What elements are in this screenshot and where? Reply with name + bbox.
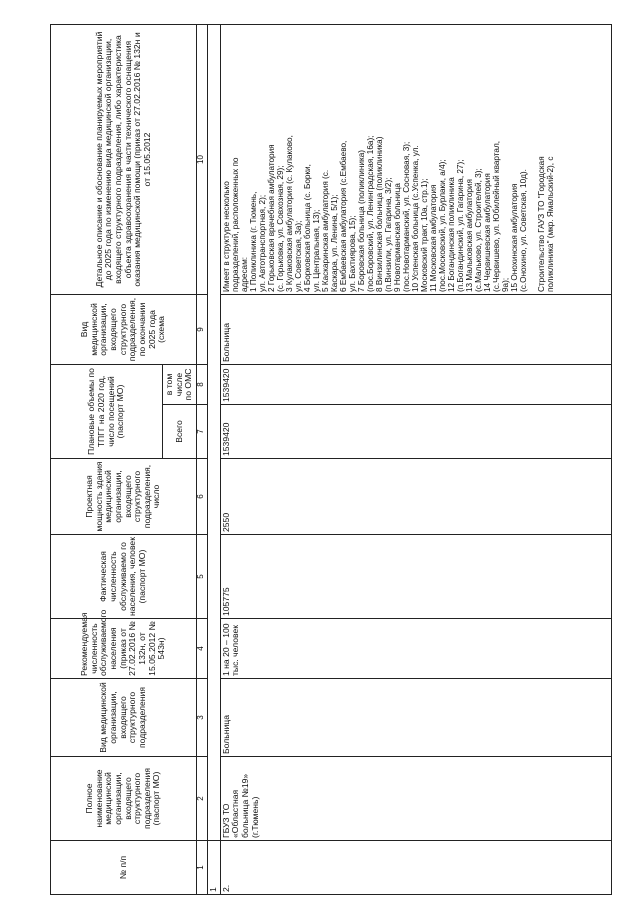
col-number: 3	[197, 679, 208, 757]
row-oms: 1539420	[220, 365, 611, 405]
description-line: подразделений, расположенных по	[230, 157, 240, 292]
header-total: Всего	[163, 405, 197, 459]
medical-organizations-table	[50, 24, 612, 895]
description-line: (пос.Новотарманский, ул. Сосновая, 3);	[401, 141, 411, 292]
col-number: 5	[197, 535, 208, 619]
description-line: адресам:	[239, 257, 249, 292]
description-line: (п.Винзили, ул. Гагарина, 3/2);	[383, 177, 393, 292]
header-oms: в том числе по ОМС	[163, 365, 197, 405]
description-line: 11 Московская амбулатория	[428, 184, 438, 292]
description-line: 3 Кулаковская амбулатория (с. Кулаково,	[284, 135, 294, 292]
col-number: 2	[197, 757, 208, 841]
description-line: (пос.Московский, ул. Бурлаки, а/4);	[438, 159, 447, 292]
row-num: 2.	[220, 841, 611, 895]
description-line: 14 Червишевская амбулатория	[483, 173, 493, 292]
description-line: 1 Поликлиника (г. Тюмень,	[248, 191, 258, 292]
description-line: ул. Советская, 3а);	[293, 220, 303, 292]
row-capacity: 2550	[220, 459, 611, 535]
header-row	[51, 25, 163, 895]
description-line: Каскара, ул. Ленина, 5/1);	[329, 194, 339, 292]
description-line: ул. Автотранспортная, 2);	[257, 194, 267, 292]
description-line: 2 Горьковская врачебная амбулатория	[266, 144, 276, 292]
header-name: Полное наименование медицинской организации, входящего структурного подразделения (паспорт МО)	[51, 757, 197, 841]
description-line: 13 Мальковская амбулатория	[465, 179, 475, 292]
header-type: Вид медицинской организации, входящего структурного подразделения	[51, 679, 197, 757]
header-type-2025: Вид медицинской организации, входящего структурного подразделения, по окончании 2025 года (схема	[51, 295, 197, 365]
description-line: 8 Винзилинская больница (поликлиника)	[374, 136, 384, 292]
description-line: 6 Ембаевская амбулатория (с.Ембаево,	[338, 140, 348, 292]
section-empty	[208, 25, 221, 841]
col-number: 1	[197, 841, 208, 895]
description-line: 10 Успенская больница (с.Успенка, ул.	[410, 145, 420, 292]
description-line: Имеет в структуре несколько	[221, 181, 231, 292]
col-number: 4	[197, 619, 208, 679]
header-planned-volumes: Плановые объемы по ТПГГ на 2020 год, число посещений (паспорт МО)	[51, 365, 163, 459]
description-line: 9 Новотарманская больница	[392, 183, 402, 292]
description-line: Московский тракт, 10а, стр.1);	[419, 178, 429, 292]
description-line: (пос.Боровский, ул. Ленинградская, 16а);	[365, 135, 375, 292]
col-number: 9	[197, 295, 208, 365]
description-line: Строительство ГАУЗ ТО "Городская	[537, 156, 547, 292]
header-recommended: Рекомендуемая численность обслуживаемого населения (приказ от 27.02.2016 № 132н, от 15.05.2012 № 543н)	[51, 619, 197, 679]
col-number: 6	[197, 459, 208, 535]
description-line: 4 Борковская больница (с. Борки,	[302, 164, 312, 292]
description-line	[528, 27, 537, 292]
header-num: № п/п	[51, 841, 197, 895]
section-num: 1	[208, 841, 221, 895]
description-line: 9а);	[501, 277, 511, 292]
description-line: 12 Богандинская поликлиника	[447, 177, 457, 292]
col-number: 7	[197, 405, 208, 459]
row-description	[220, 25, 611, 295]
header-capacity: Проектная мощность здания медицинской организации, входящего структурного подразделения, число	[51, 459, 197, 535]
description-line: ул. Центральная, 13);	[311, 209, 321, 292]
header-description: Детальное описание и обоснование планируемых мероприятий до 2025 года по изменению вида медицинской организации, входящего структурного подразделения, либо характеристика объекта здравоохранения в части технического оснащения оказания медицинской помощи (приказ от 27.02.2016 № 132н и от 15.05.2012	[51, 25, 197, 295]
row-type-2025: Больница	[220, 295, 611, 365]
description-line: 5 Каскаринская амбулатория (с.	[320, 169, 330, 292]
col-number: 8	[197, 365, 208, 405]
col-number: 10	[197, 25, 208, 295]
description-line: 15 Онохинская амбулатория	[510, 183, 520, 292]
description-line: поликлиника" (мкр. Ямальский-2), с	[546, 156, 556, 292]
header-actual: Фактическая численность обслуживаемо го населения, человек (паспорт МО)	[51, 535, 197, 619]
row-actual: 105775	[220, 535, 611, 619]
section-row	[208, 25, 221, 895]
description-line: (с. Горьковка, ул. Совхозная, 29);	[275, 165, 285, 292]
description-line: (с.Мальково, ул. Строителей, 3);	[474, 168, 484, 292]
table-row	[220, 25, 611, 895]
description-line: 7 Боровская больница (поликлиника)	[356, 149, 366, 292]
row-type: Больница	[220, 679, 611, 757]
row-total: 1539420	[220, 405, 611, 459]
row-name: ГБУЗ ТО «Областная больница №19» (г.Тюмень)	[220, 757, 611, 841]
row-recommended: 1 на 20 – 100 тыс. человек	[220, 619, 611, 679]
description-line: (п.Богандинский, ул. Гагарина, 27);	[456, 159, 466, 292]
description-line: (с.Червишево, ул. Юбилейный квартал,	[492, 140, 502, 292]
column-number-row	[197, 25, 208, 895]
description-line: (с.Онохино, ул. Советская, 10д).	[519, 169, 529, 292]
description-line: ул. Бахтиярова, 15);	[347, 215, 357, 292]
